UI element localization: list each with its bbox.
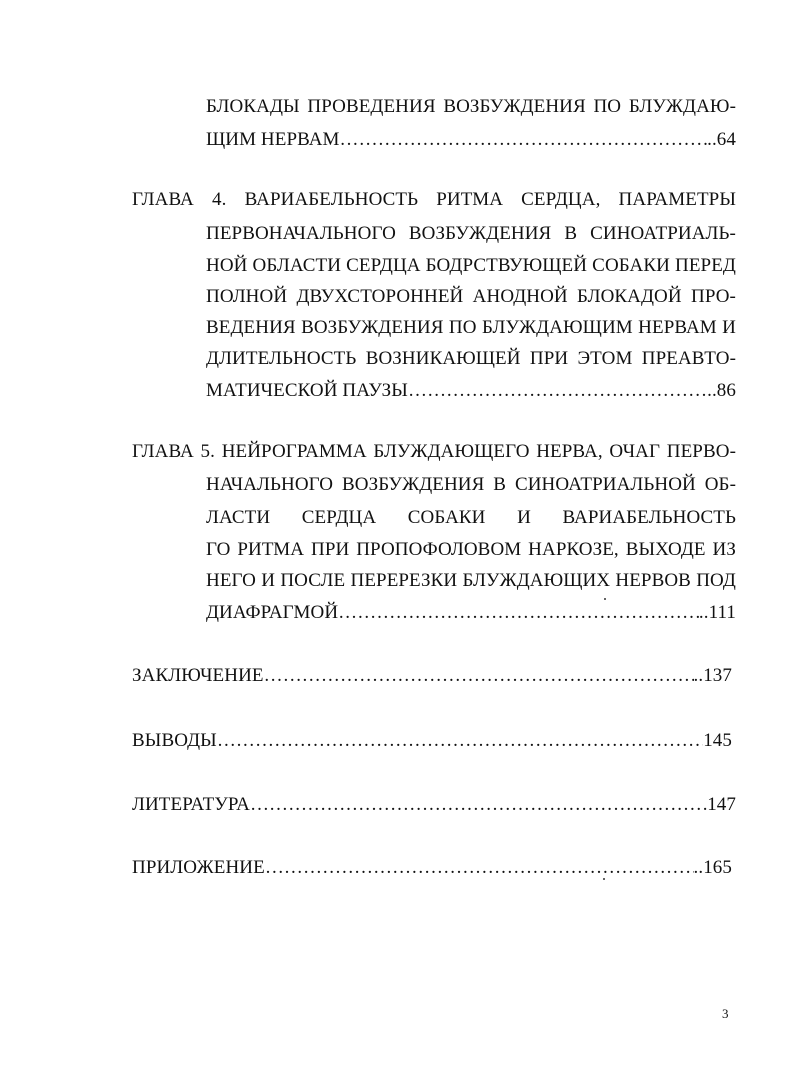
toc-chapter5-line1: ГЛАВА 5. НЕЙРОГРАММА БЛУЖДАЮЩЕГО НЕРВА, ОЧАГ ПЕРВО- — [132, 441, 736, 462]
toc-page-number: ..86 — [707, 380, 736, 401]
toc-page-number: 147 — [707, 794, 736, 815]
dot-leader — [340, 128, 708, 152]
toc-chapter4-line6: ДЛИТЕЛЬНОСТЬ ВОЗНИКАЮЩЕЙ ПРИ ЭТОМ ПРЕАВТО- — [206, 348, 736, 369]
toc-findings — [132, 729, 732, 753]
toc-page-number: ..137 — [693, 665, 732, 686]
toc-chapter5-line3: ЛАСТИ СЕРДЦА СОБАКИ И ВАРИАБЕЛЬНОСТЬ — [206, 507, 736, 528]
toc-page-number: ..165 — [693, 857, 732, 878]
toc-entry-text: ВЫВОДЫ — [132, 730, 217, 751]
toc-chapter5-line4: ГО РИТМА ПРИ ПРОПОФОЛОВОМ НАРКОЗЕ, ВЫХОДЕ ИЗ — [206, 539, 736, 560]
toc-entry-text: МАТИЧЕСКОЙ ПАУЗЫ — [206, 380, 408, 401]
toc-page-number: 145 — [703, 730, 732, 751]
toc-entry-text: ЩИМ НЕРВАМ — [206, 129, 340, 150]
dot-leader — [217, 729, 703, 753]
toc-entry-blockade-line2 — [206, 128, 736, 152]
toc-chapter4-line2: ПЕРВОНАЧАЛЬНОГО ВОЗБУЖДЕНИЯ В СИНОАТРИАЛЬ- — [206, 223, 736, 244]
toc-chapter4-line7 — [206, 379, 736, 403]
dot-leader — [408, 379, 707, 403]
toc-entry-text: ДИАФРАГМОЙ — [206, 602, 339, 623]
toc-entry-blockade-line1: БЛОКАДЫ ПРОВЕДЕНИЯ ВОЗБУЖДЕНИЯ ПО БЛУЖДАЮ- — [206, 96, 736, 117]
scan-speck — [604, 598, 606, 600]
toc-conclusion — [132, 664, 732, 688]
toc-chapter4-line1: ГЛАВА 4. ВАРИАБЕЛЬНОСТЬ РИТМА СЕРДЦА, ПАРАМЕТРЫ — [132, 189, 736, 210]
toc-entry-text: ЗАКЛЮЧЕНИЕ — [132, 665, 264, 686]
toc-entry-text: ПРИЛОЖЕНИЕ — [132, 857, 265, 878]
toc-page-number: ..64 — [707, 129, 736, 150]
toc-chapter4-line3: НОЙ ОБЛАСТИ СЕРДЦА БОДРСТВУЮЩЕЙ СОБАКИ ПЕРЕД — [206, 255, 736, 276]
toc-chapter4-line5: ВЕДЕНИЯ ВОЗБУЖДЕНИЯ ПО БЛУЖДАЮЩИМ НЕРВАМ И — [206, 317, 736, 338]
toc-chapter5-line2: НАЧАЛЬНОГО ВОЗБУЖДЕНИЯ В СИНОАТРИАЛЬНОЙ ОБ- — [206, 474, 736, 495]
dot-leader — [264, 664, 694, 688]
toc-chapter4-line4: ПОЛНОЙ ДВУХСТОРОННЕЙ АНОДНОЙ БЛОКАДОЙ ПРО- — [206, 286, 736, 307]
toc-literature — [132, 793, 736, 817]
toc-page-number: ..111 — [698, 602, 736, 623]
toc-chapter5-line6 — [206, 601, 736, 625]
toc-entry-text: ЛИТЕРАТУРА — [132, 794, 250, 815]
scan-speck — [603, 878, 605, 880]
page-number: 3 — [722, 1006, 729, 1021]
dot-leader — [250, 793, 707, 817]
toc-appendix — [132, 856, 732, 880]
dot-leader — [265, 856, 694, 880]
toc-chapter5-line5: НЕГО И ПОСЛЕ ПЕРЕРЕЗКИ БЛУЖДАЮЩИХ НЕРВОВ ПОД — [206, 570, 736, 591]
dot-leader — [338, 601, 699, 625]
